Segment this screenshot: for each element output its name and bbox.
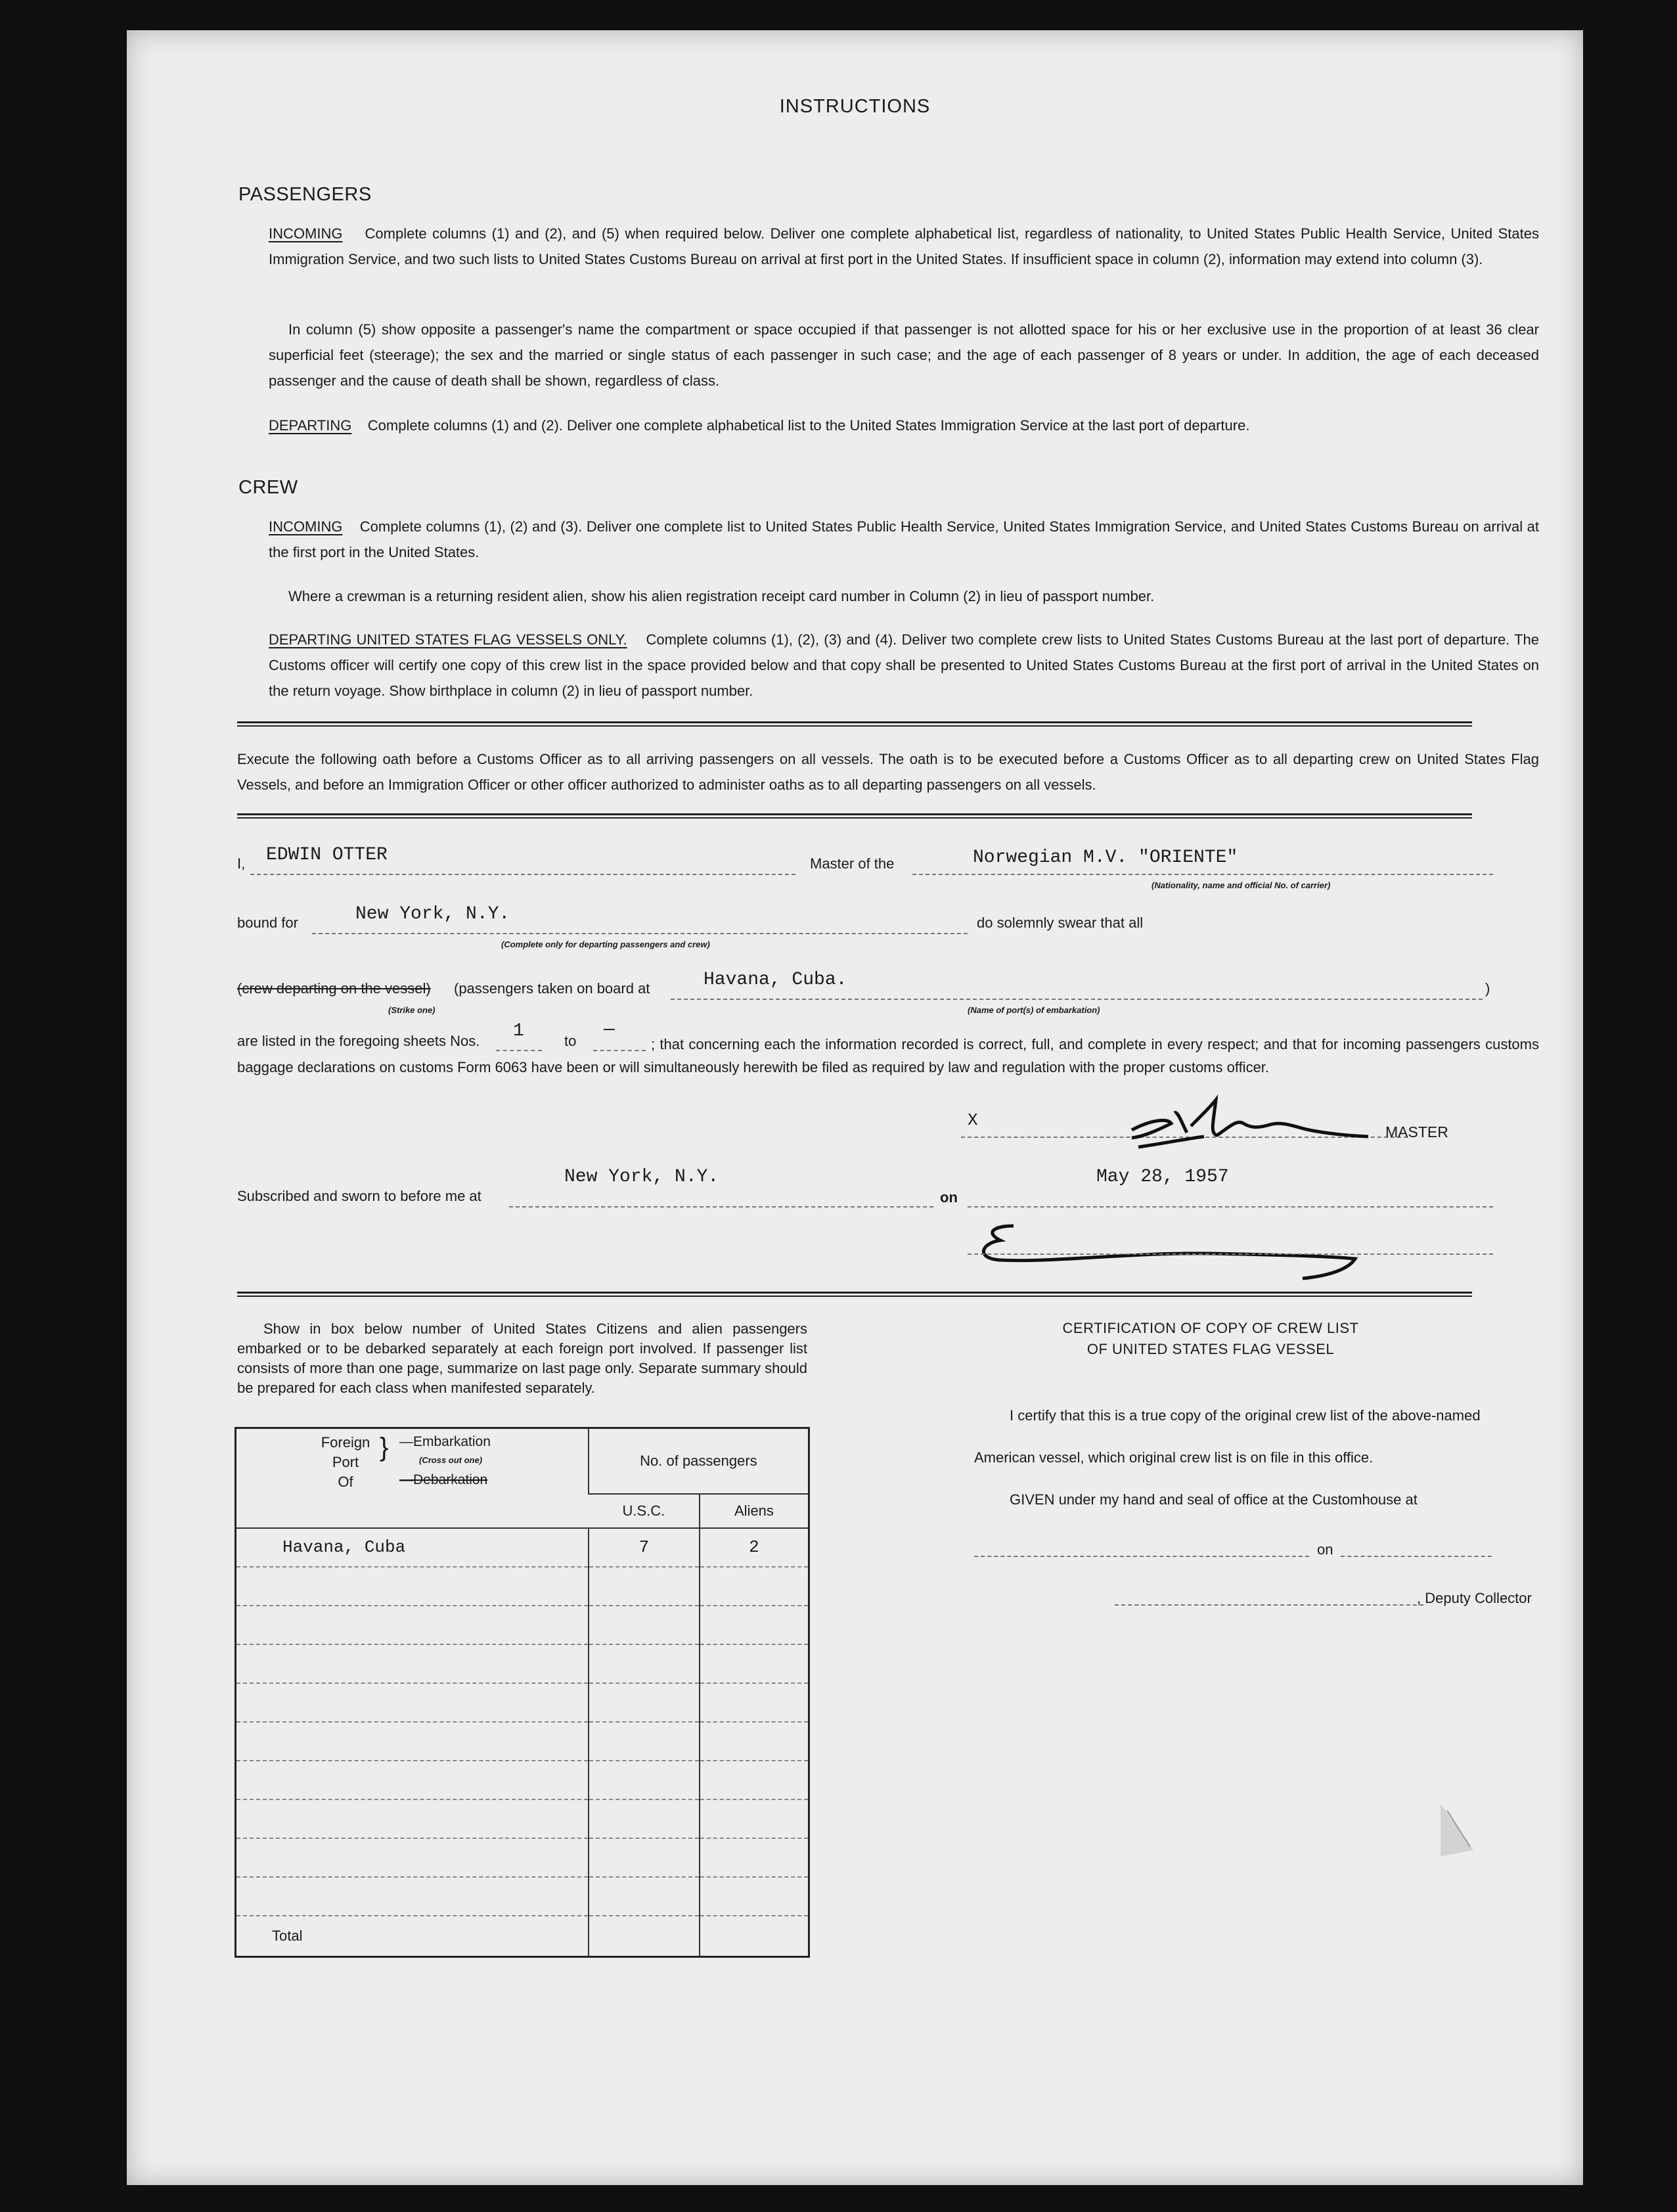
vessel-line [912,874,1493,875]
cross-out-note: (Cross out one) [419,1455,483,1465]
officer-signature [961,1213,1421,1285]
row-usc[interactable] [589,1567,700,1606]
master-label: MASTER [1385,1123,1448,1140]
port-caption: (Name of port(s) of embarkation) [968,1005,1100,1015]
embarkation-option[interactable]: —Embarkation [399,1434,491,1449]
row-port[interactable] [236,1683,589,1722]
sworn-place[interactable]: New York, N.Y. [564,1167,719,1187]
row-aliens[interactable] [700,1606,809,1644]
row-aliens[interactable]: 2 [700,1528,809,1567]
master-name[interactable]: EDWIN OTTER [266,845,388,865]
bound-for-line [312,933,968,934]
row-port[interactable] [236,1838,589,1877]
deputy-collector-label: , Deputy Collector [1417,1590,1532,1606]
table-row [236,1838,809,1877]
certification-text2: American vessel, which original crew list is on file in this office. [974,1449,1374,1466]
row-aliens[interactable] [700,1567,809,1606]
usc-header: U.S.C. [589,1494,700,1528]
row-port[interactable] [236,1877,589,1916]
page-title: INSTRUCTIONS [779,96,931,117]
certification-title [948,1318,1473,1360]
crew-incoming [269,514,1539,565]
row-port[interactable] [236,1644,589,1683]
port-of-embarkation[interactable]: Havana, Cuba. [704,970,847,990]
row-aliens[interactable] [700,1644,809,1683]
oath-i-label: I, [237,855,246,872]
passengers-incoming [269,221,1539,272]
bound-for-label: bound for [237,914,298,931]
x-mark: X [968,1110,978,1130]
passengers-incoming-label: INCOMING [269,225,343,242]
certification-text1: I certify that this is a true copy of the original crew list of the above-named [1010,1407,1481,1424]
row-aliens[interactable] [700,1683,809,1722]
row-port[interactable] [236,1606,589,1644]
port-header-line3: Of [338,1474,353,1490]
sheets-from[interactable]: 1 [513,1021,524,1041]
summary-instructions: Show in box below number of United States Citizens and alien passengers embarked or to be debarked separately at each foreign port involved. If passenger list consists of more than one page, summarize on last page only. Separate summary should be prepared for each class when manifested separately. [237,1320,807,1396]
row-port[interactable] [236,1722,589,1761]
bound-for-value[interactable]: New York, N.Y. [355,904,510,924]
sheets-to[interactable]: — [604,1020,615,1040]
crew-departing-label: DEPARTING UNITED STATES FLAG VESSELS ONLY. [269,631,627,648]
sheets-statement: ; that concerning each the information recorded is correct, full, and complete in every respect; and that for incoming passengers customs baggage declarations on customs Form 6063 have been or will simultaneously herewith be filed as required by law and regulation with the proper customs officer. [237,1036,1539,1075]
port-line [671,999,1483,1000]
row-usc[interactable] [589,1606,700,1644]
scan-artifact [1434,1797,1487,1863]
table-row [236,1683,809,1722]
strike-crew-option[interactable]: (crew departing on the vessel) [237,980,431,997]
sworn-place-line [509,1206,933,1208]
crew-departing [269,627,1539,704]
close-paren: ) [1485,980,1490,997]
certification-title-line1: CERTIFICATION OF COPY OF CREW LIST [1062,1320,1359,1336]
row-usc[interactable]: 7 [589,1528,700,1567]
crew-heading: CREW [238,477,298,498]
certification-date-line[interactable] [1341,1556,1492,1557]
officer-signature-line [968,1253,1493,1255]
sworn-date[interactable]: May 28, 1957 [1096,1167,1229,1187]
total-row [236,1916,809,1957]
vessel-caption: (Nationality, name and official No. of carrier) [1152,880,1331,890]
passengers-departing-text: Complete columns (1) and (2). Deliver one complete alphabetical list to the United States Immigration Service at the last port of departure. [367,417,1250,434]
table-row [236,1606,809,1644]
sheets-label: are listed in the foregoing sheets Nos. [237,1033,480,1049]
table-row [236,1528,809,1567]
sworn-date-line [968,1206,1493,1208]
row-usc[interactable] [589,1799,700,1838]
row-usc[interactable] [589,1722,700,1761]
total-usc[interactable] [589,1916,700,1957]
oath-intro: Execute the following oath before a Customs Officer as to all arriving passengers on all vessels. The oath is to be executed before a Customs Officer as to all departing crew on United States Flag Vessels, and before an Immigration Officer or other officer authorized to administer oaths as to all departing passengers on all vessels. [237,751,1539,793]
row-usc[interactable] [589,1644,700,1683]
passengers-column5: In column (5) show opposite a passenger's name the compartment or space occupied if that passenger is not allotted space for his or her exclusive use in the proportion of at least 36 clear superficial feet (steerage); the sex and the married or single status of each passenger in such case; and the age of each passenger of 8 years or under. In addition, the age of each deceased passenger and the cause of death shall be shown, regardless of class. [269,321,1539,389]
table-row [236,1877,809,1916]
port-header-line2: Port [332,1454,359,1470]
passengers-departing-label: DEPARTING [269,417,352,434]
row-usc[interactable] [589,1838,700,1877]
certification-text3: GIVEN under my hand and seal of office at the Customhouse at [1010,1491,1418,1508]
master-signature [1106,1087,1381,1165]
row-port[interactable] [236,1567,589,1606]
no-passengers-header: No. of passengers [589,1428,809,1494]
passengers-incoming-text: Complete columns (1) and (2), and (5) when required below. Deliver one complete alphabetical list, regardless of nationality, to United States Public Health Service, United States Immigration Service, and two such lists to United States Customs Bureau on arrival at first port in the United States. If insufficient space in column (2), information may extend into column (3). [269,225,1540,267]
row-port[interactable] [236,1799,589,1838]
deputy-signature-line[interactable] [1115,1604,1423,1606]
master-of-label: Master of the [810,855,895,872]
divider [237,813,1472,819]
summary-table [235,1427,810,1958]
brace: } [380,1433,389,1462]
total-label: Total [272,1927,303,1944]
form-page [127,30,1583,2185]
port-header [236,1428,589,1528]
subscribed-label: Subscribed and sworn to before me at [237,1188,481,1204]
passengers-boarded-label: (passengers taken on board at [454,980,650,997]
vessel-name[interactable]: Norwegian M.V. "ORIENTE" [973,847,1238,868]
table-row [236,1761,809,1799]
crew-alien-note: Where a crewman is a returning resident alien, show his alien registration receipt card number in Column (2) in lieu of passport number. [288,588,1155,604]
port-header-line1: Foreign [321,1434,370,1451]
passengers-heading: PASSENGERS [238,184,372,205]
crew-incoming-label: INCOMING [269,518,343,535]
table-row [236,1799,809,1838]
port-header-label [313,1433,378,1492]
row-aliens[interactable] [700,1722,809,1761]
row-aliens[interactable] [700,1877,809,1916]
table-row [236,1644,809,1683]
row-aliens[interactable] [700,1838,809,1877]
row-aliens[interactable] [700,1799,809,1838]
strike-caption: (Strike one) [388,1005,436,1015]
bound-for-caption: (Complete only for departing passengers and crew) [501,939,710,949]
row-usc[interactable] [589,1683,700,1722]
row-port[interactable] [236,1761,589,1799]
sheets-to-label: to [564,1033,577,1049]
divider [237,1292,1472,1297]
certification-title-line2: OF UNITED STATES FLAG VESSEL [1086,1341,1335,1357]
sworn-on-label: on [940,1189,958,1206]
row-usc[interactable] [589,1761,700,1799]
swear-label: do solemnly swear that all [977,914,1144,931]
divider [237,721,1472,727]
certification-on-label: on [1317,1541,1333,1558]
debarkation-option[interactable]: —Debarkation [399,1472,488,1487]
table-row [236,1722,809,1761]
customhouse-line[interactable] [974,1556,1309,1557]
aliens-header: Aliens [700,1494,809,1528]
row-usc[interactable] [589,1877,700,1916]
passengers-departing [269,413,1539,438]
row-port[interactable]: Havana, Cuba [236,1528,589,1567]
crew-incoming-text: Complete columns (1), (2) and (3). Deliver one complete list to United States Public Health Service, United States Immigration Service, and United States Customs Bureau on arrival at the first port in the United States. [269,518,1539,560]
master-name-line [250,874,795,875]
crew-departing-text: Complete columns (1), (2), (3) and (4). Deliver two complete crew lists to United States Customs Bureau at the last port of departure. The Customs officer will certify one copy of this crew list in the space provided below and that copy shall be presented to United States Customs Bureau at the first port of arrival in the United States on the return voyage. Show birthplace in column (2) in lieu of passport number. [269,631,1539,699]
table-row [236,1567,809,1606]
total-aliens[interactable] [700,1916,809,1957]
row-aliens[interactable] [700,1761,809,1799]
